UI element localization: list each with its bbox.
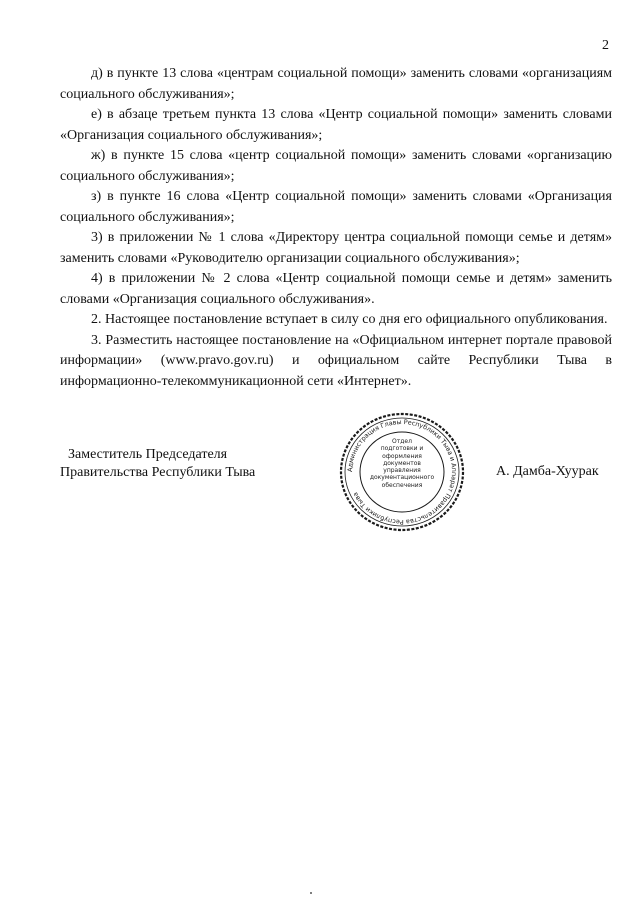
signature-block [60,410,620,540]
paragraph-item-z: з) в пункте 16 слова «Центр социальной помощи» заменить словами «Организация социального обслуживания»; [60,189,612,225]
seal-line: обеспечения [381,481,423,489]
paragraph-item-e: е) в абзаце третьем пункта 13 слова «Центр социальной помощи» заменить словами «Организация социального обслуживания»; [60,107,612,143]
official-seal [337,410,467,535]
seal-line: документационного [369,474,435,482]
seal-inner-text [367,438,437,489]
paragraph-publication: 3. Разместить настоящее постановление на «Официальном интернет портале правовой информации» (www.pravo.gov.ru) и официальном сайте Республики Тыва в информационно-телекоммуникационной сети «Интернет». [60,332,612,389]
paragraph-item-4: 4) в приложении № 2 слова «Центр социальной помощи семье и детям» заменить словами «Организация социального обслуживания». [60,271,612,307]
scan-speck [310,892,312,894]
seal-line: подготовки и [380,445,424,453]
seal-line: управления [383,467,421,475]
seal-line: Отдел [392,438,412,445]
signer-title-line2: Правительства Республики Тыва [60,465,256,480]
paragraph-item-d: д) в пункте 13 слова «центрам социальной помощи» заменить словами «организациям социального обслуживания»; [60,66,612,102]
document-body [60,64,612,392]
seal-ring-text: Администрация Главы Республики Тыва и Аппарат Правительства Республики Тыва [345,417,459,527]
paragraph-effective-date: 2. Настоящее постановление вступает в силу со дня его официального опубликования. [91,312,608,327]
signer-title [60,446,256,482]
paragraph-item-zh: ж) в пункте 15 слова «центр социальной помощи» заменить словами «организацию социального обслуживания»; [60,148,612,184]
signer-name: А. Дамба-Хуурак [496,464,599,479]
page-number: 2 [602,38,609,53]
signer-title-line1: Заместитель Председателя [68,447,228,462]
paragraph-item-3: 3) в приложении № 1 слова «Директору центра социальной помощи семье и детям» заменить словами «Руководителю организации социального обслуживания»; [60,230,612,266]
seal-line: оформления документов [382,452,422,467]
